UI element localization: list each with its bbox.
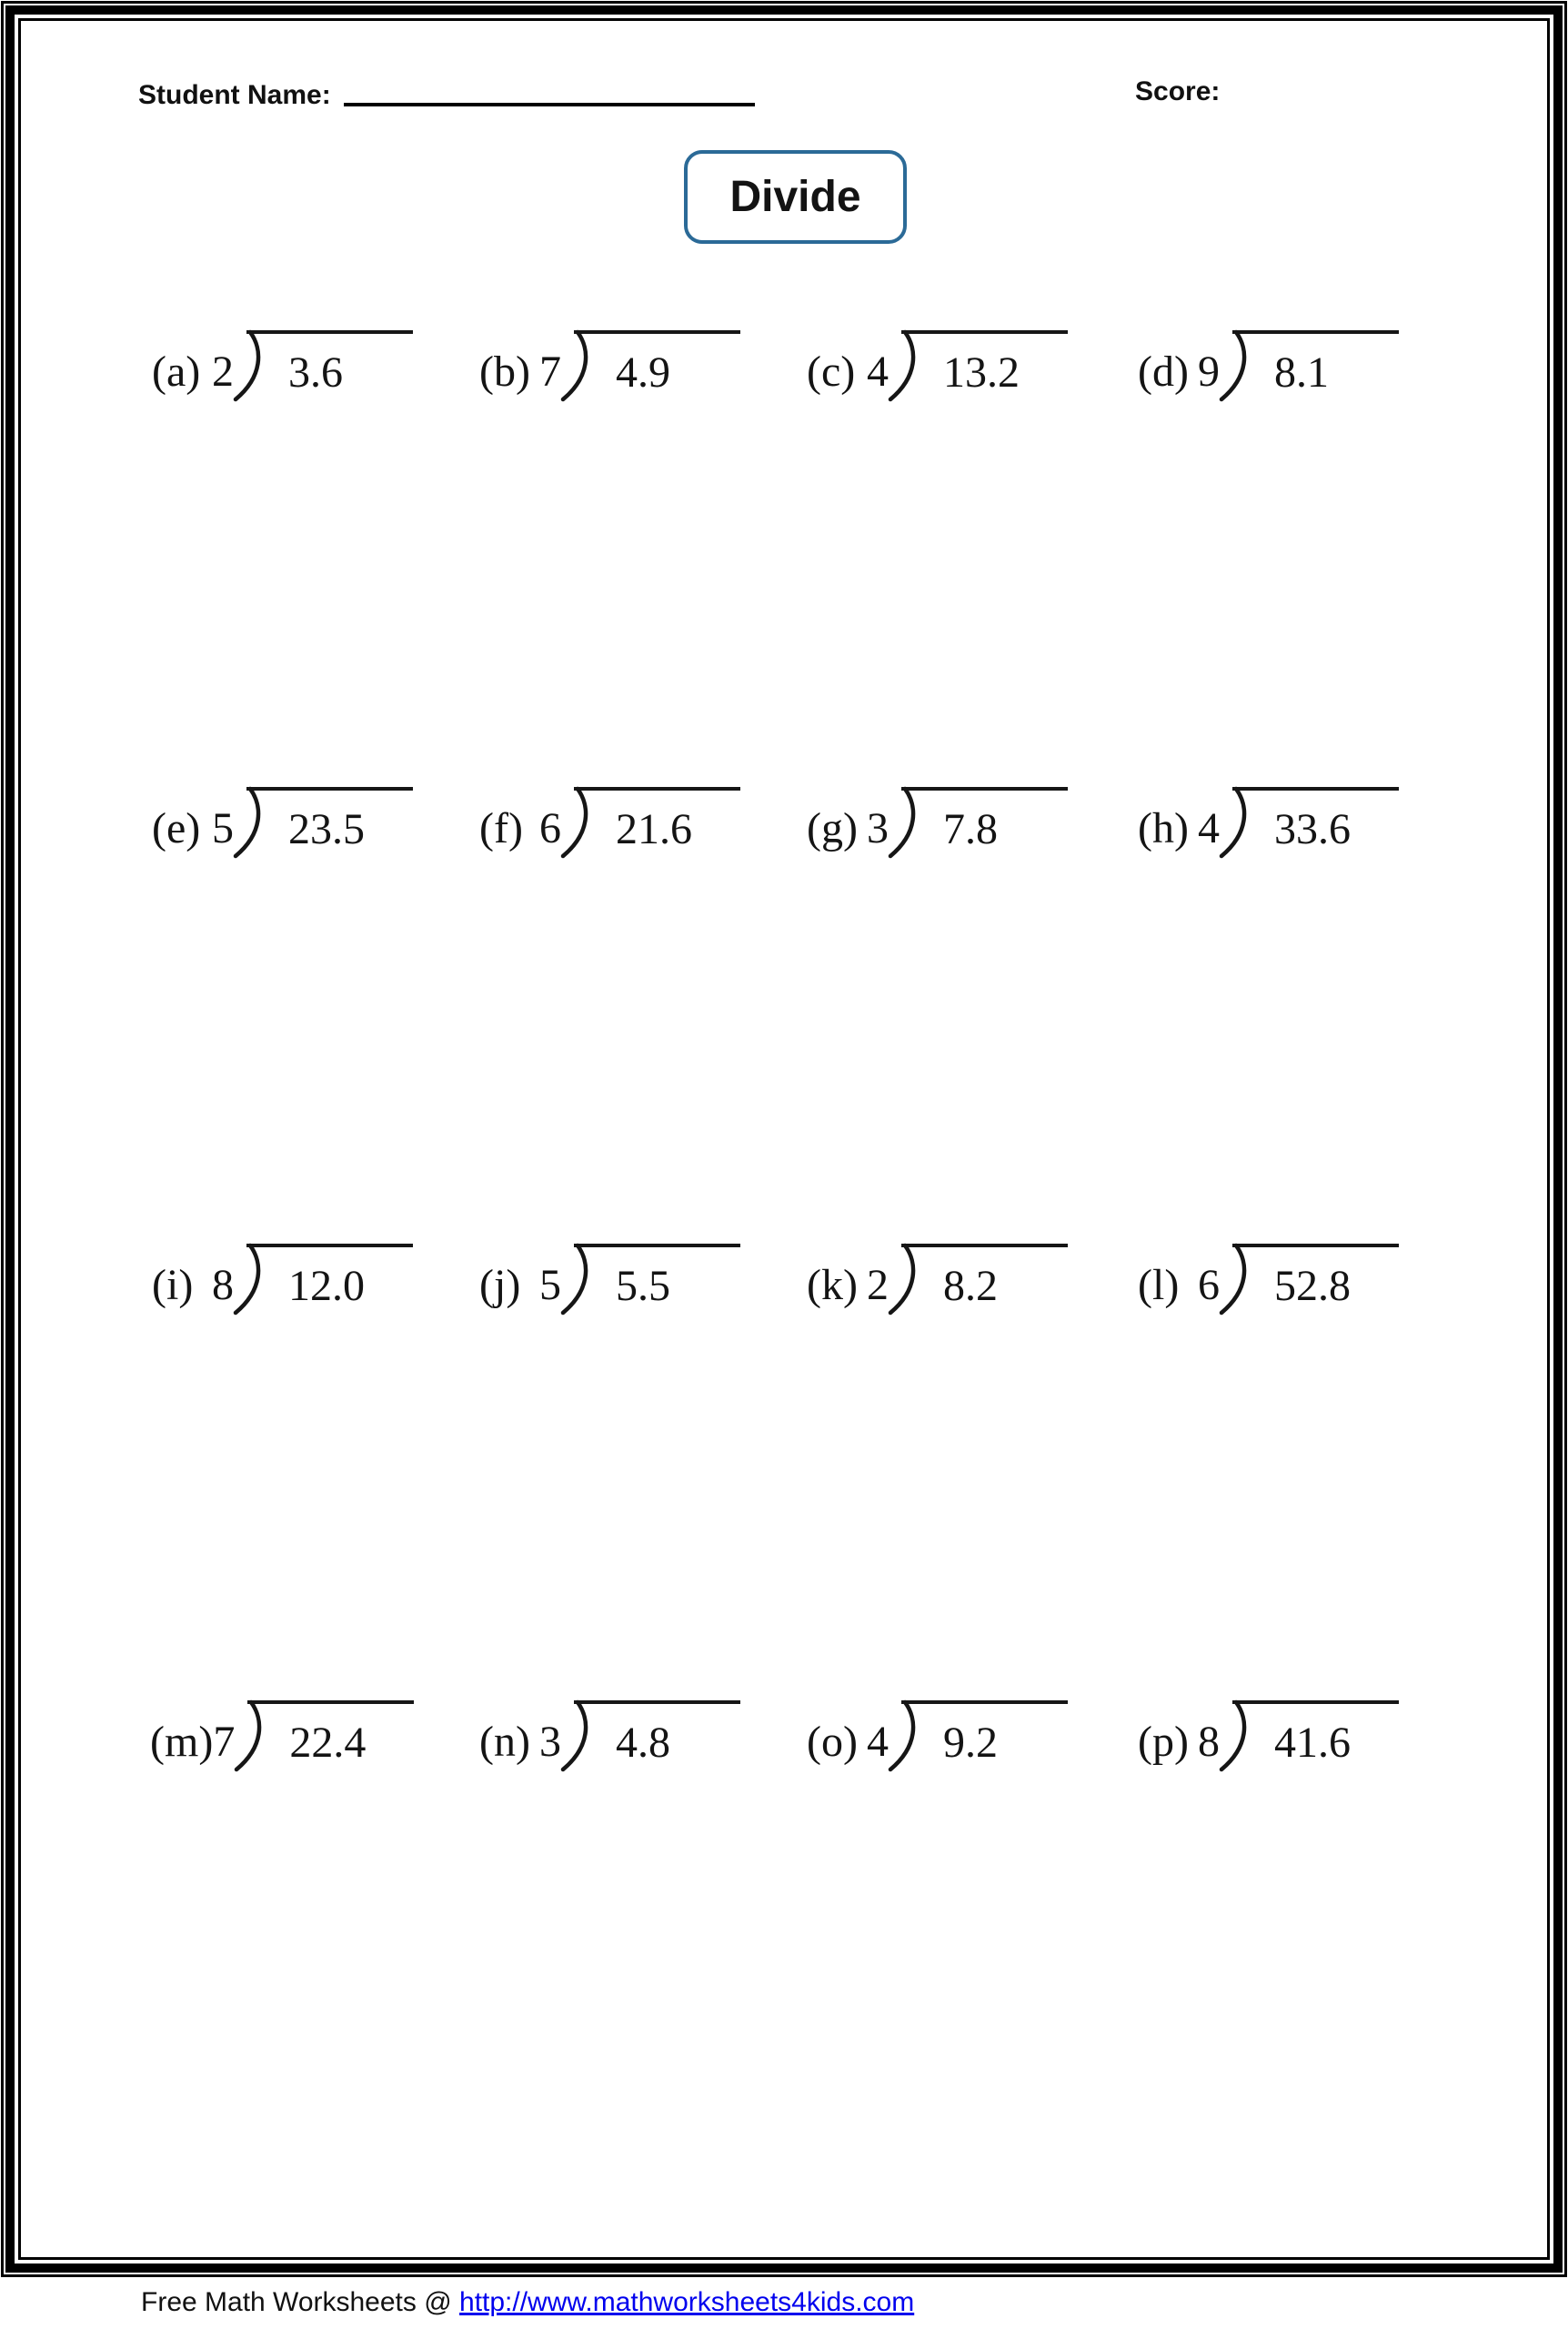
footer-link[interactable]: http://www.mathworksheets4kids.com: [459, 2287, 915, 2317]
division-problem-g: [807, 787, 1068, 852]
division-bracket-icon: [556, 1699, 592, 1774]
division-problem-c: [807, 330, 1068, 395]
problem-label: (n): [479, 1718, 530, 1766]
division-bracket-icon: [556, 786, 592, 861]
problem-label: (k): [807, 1261, 858, 1309]
problem-dividend-box: [901, 1700, 1068, 1765]
problem-dividend: 3.6: [288, 348, 343, 397]
division-problem-b: [479, 330, 740, 395]
student-name-row: [138, 76, 755, 111]
division-bracket-icon: [228, 329, 265, 404]
problem-dividend-box: [246, 787, 413, 852]
division-problem-p: [1138, 1700, 1399, 1765]
division-problem-e: [152, 787, 413, 852]
problem-dividend: 8.1: [1274, 348, 1329, 397]
student-name-blank-line: [344, 79, 755, 106]
student-name-label: Student Name:: [138, 80, 331, 110]
problem-dividend-box: [901, 330, 1068, 395]
division-problem-o: [807, 1700, 1068, 1765]
problem-divisor: 7: [213, 1718, 236, 1766]
problem-divisor: 4: [867, 1718, 889, 1766]
problem-dividend: 9.2: [943, 1719, 998, 1767]
problem-dividend: 4.8: [616, 1719, 670, 1767]
worksheet-title-box: [684, 150, 907, 244]
division-problem-h: [1138, 787, 1399, 852]
division-problem-a: [152, 330, 413, 395]
problem-divisor: 6: [539, 804, 561, 852]
problem-label: (i): [152, 1261, 194, 1309]
division-bracket-icon: [556, 329, 592, 404]
score-label: Score:: [1135, 76, 1221, 106]
problem-dividend: 41.6: [1274, 1719, 1351, 1767]
problem-dividend: 22.4: [289, 1719, 367, 1767]
division-problem-j: [479, 1244, 740, 1308]
problem-dividend: 7.8: [943, 805, 998, 853]
division-bracket-icon: [1214, 786, 1251, 861]
problem-dividend: 21.6: [616, 805, 692, 853]
problem-dividend: 4.9: [616, 348, 670, 397]
division-bracket-icon: [883, 786, 920, 861]
division-bracket-icon: [228, 1243, 265, 1317]
problem-divisor: 5: [539, 1261, 561, 1309]
division-problem-k: [807, 1244, 1068, 1308]
division-problem-m: [150, 1700, 414, 1765]
division-bracket-icon: [1214, 1699, 1251, 1774]
division-problem-n: [479, 1700, 740, 1765]
problem-label: (o): [807, 1718, 858, 1766]
problem-dividend-box: [246, 1244, 413, 1308]
division-bracket-icon: [556, 1243, 592, 1317]
problem-dividend: 52.8: [1274, 1262, 1351, 1310]
problem-dividend-box: [1232, 330, 1399, 395]
division-bracket-icon: [1214, 329, 1251, 404]
problem-label: (p): [1138, 1718, 1189, 1766]
problem-dividend: 5.5: [616, 1262, 670, 1310]
division-problem-f: [479, 787, 740, 852]
division-bracket-icon: [883, 1699, 920, 1774]
problem-dividend-box: [901, 787, 1068, 852]
problem-divisor: 9: [1198, 348, 1220, 396]
problem-label: (h): [1138, 804, 1189, 852]
problem-label: (d): [1138, 348, 1189, 396]
problem-divisor: 3: [867, 804, 889, 852]
division-problem-i: [152, 1244, 413, 1308]
footer-text: Free Math Worksheets @: [141, 2287, 460, 2317]
problem-label: (m): [150, 1718, 214, 1766]
division-bracket-icon: [883, 329, 920, 404]
problem-label: (a): [152, 348, 201, 396]
problem-divisor: 3: [539, 1718, 561, 1766]
problem-label: (b): [479, 348, 530, 396]
problem-label: (c): [807, 348, 856, 396]
problem-dividend: 13.2: [943, 348, 1020, 397]
problem-label: (l): [1138, 1261, 1180, 1309]
problem-divisor: 2: [212, 348, 234, 396]
problem-divisor: 5: [212, 804, 234, 852]
division-problem-d: [1138, 330, 1399, 395]
problem-divisor: 8: [212, 1261, 234, 1309]
division-bracket-icon: [229, 1699, 266, 1774]
worksheet-title: Divide: [729, 173, 861, 221]
problem-dividend-box: [574, 787, 740, 852]
problem-dividend-box: [1232, 1700, 1399, 1765]
problem-label: (e): [152, 804, 201, 852]
problem-dividend: 33.6: [1274, 805, 1351, 853]
problem-label: (j): [479, 1261, 521, 1309]
division-bracket-icon: [228, 786, 265, 861]
problem-divisor: 2: [867, 1261, 889, 1309]
problem-dividend-box: [1232, 1244, 1399, 1308]
problem-divisor: 6: [1198, 1261, 1220, 1309]
problem-dividend-box: [246, 330, 413, 395]
division-bracket-icon: [883, 1243, 920, 1317]
problem-dividend: 8.2: [943, 1262, 998, 1310]
problem-dividend-box: [247, 1700, 414, 1765]
problem-dividend-box: [1232, 787, 1399, 852]
problem-divisor: 4: [867, 348, 889, 396]
problem-dividend-box: [574, 330, 740, 395]
problem-label: (g): [807, 804, 858, 852]
problem-divisor: 7: [539, 348, 561, 396]
division-problem-l: [1138, 1244, 1399, 1308]
problem-dividend: 12.0: [288, 1262, 365, 1310]
problem-dividend: 23.5: [288, 805, 365, 853]
problem-dividend-box: [574, 1244, 740, 1308]
division-bracket-icon: [1214, 1243, 1251, 1317]
problem-divisor: 8: [1198, 1718, 1220, 1766]
problem-dividend-box: [574, 1700, 740, 1765]
footer-credit: [141, 2287, 914, 2318]
problem-label: (f): [479, 804, 523, 852]
problem-divisor: 4: [1198, 804, 1220, 852]
problem-dividend-box: [901, 1244, 1068, 1308]
